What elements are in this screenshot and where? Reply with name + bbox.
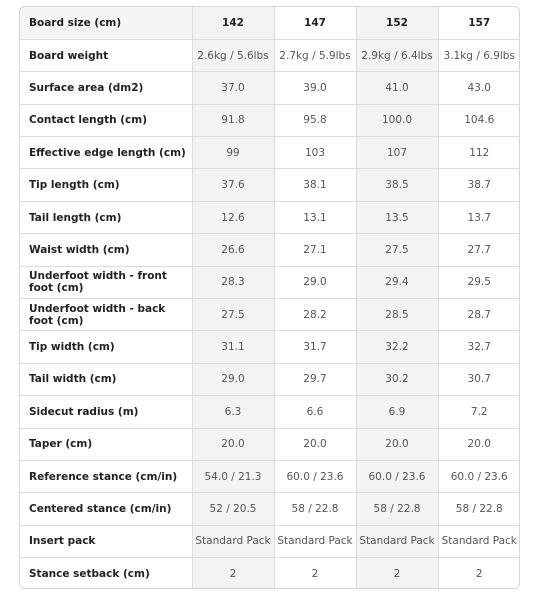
table-cell: 37.6: [192, 169, 274, 201]
table-cell: 41.0: [356, 72, 438, 104]
table-cell: 29.0: [192, 363, 274, 395]
table-cell: 39.0: [274, 72, 356, 104]
table-row: [20, 558, 520, 589]
row-label: Reference stance (cm/in): [20, 460, 192, 492]
table-cell: 13.7: [438, 201, 520, 233]
row-label: Contact length (cm): [20, 104, 192, 136]
table-cell: 2: [192, 558, 274, 589]
table-cell: 104.6: [438, 104, 520, 136]
row-label: Stance setback (cm): [20, 558, 192, 589]
table-cell: 95.8: [274, 104, 356, 136]
header-size-157: 157: [438, 7, 520, 39]
table-cell: 13.1: [274, 201, 356, 233]
table-cell: 54.0 / 21.3: [192, 460, 274, 492]
table-row: [20, 363, 520, 395]
table-cell: 58 / 22.8: [274, 493, 356, 525]
row-label: Centered stance (cm/in): [20, 493, 192, 525]
table-cell: Standard Pack: [192, 525, 274, 557]
row-label: Sidecut radius (m): [20, 396, 192, 428]
table-cell: 30.7: [438, 363, 520, 395]
table-row: [20, 137, 520, 169]
table-cell: 26.6: [192, 234, 274, 266]
table-cell: 37.0: [192, 72, 274, 104]
row-label: Insert pack: [20, 525, 192, 557]
table-row: [20, 39, 520, 71]
table-cell: 99: [192, 137, 274, 169]
table-cell: 27.1: [274, 234, 356, 266]
table-row: [20, 169, 520, 201]
table-cell: 20.0: [438, 428, 520, 460]
table-cell: 60.0 / 23.6: [274, 460, 356, 492]
table-cell: 28.2: [274, 299, 356, 331]
table-cell: 2.6kg / 5.6lbs: [192, 39, 274, 71]
table-cell: Standard Pack: [356, 525, 438, 557]
table-cell: 27.5: [356, 234, 438, 266]
table-cell: 2: [274, 558, 356, 589]
table-cell: 38.1: [274, 169, 356, 201]
table-cell: 60.0 / 23.6: [438, 460, 520, 492]
row-label: Tail length (cm): [20, 201, 192, 233]
table-cell: 20.0: [192, 428, 274, 460]
table-row: [20, 104, 520, 136]
table-cell: 28.5: [356, 299, 438, 331]
table-cell: 38.5: [356, 169, 438, 201]
table-cell: 29.5: [438, 266, 520, 298]
table-row: [20, 331, 520, 363]
table-cell: 2.9kg / 6.4lbs: [356, 39, 438, 71]
row-label: Underfoot width - front foot (cm): [20, 266, 192, 298]
row-label: Surface area (dm2): [20, 72, 192, 104]
table-cell: 3.1kg / 6.9lbs: [438, 39, 520, 71]
spec-table-container: [19, 6, 520, 589]
table-cell: 27.7: [438, 234, 520, 266]
table-row: [20, 201, 520, 233]
table-row: [20, 428, 520, 460]
table-cell: 112: [438, 137, 520, 169]
table-row: [20, 493, 520, 525]
table-cell: 60.0 / 23.6: [356, 460, 438, 492]
table-cell: 28.7: [438, 299, 520, 331]
table-cell: 100.0: [356, 104, 438, 136]
table-cell: 13.5: [356, 201, 438, 233]
table-cell: 103: [274, 137, 356, 169]
table-cell: 6.9: [356, 396, 438, 428]
table-cell: 52 / 20.5: [192, 493, 274, 525]
row-label: Taper (cm): [20, 428, 192, 460]
row-label: Waist width (cm): [20, 234, 192, 266]
table-cell: 2: [356, 558, 438, 589]
table-cell: 27.5: [192, 299, 274, 331]
row-label: Tip length (cm): [20, 169, 192, 201]
table-cell: Standard Pack: [274, 525, 356, 557]
table-cell: 91.8: [192, 104, 274, 136]
header-size-142: 142: [192, 7, 274, 39]
table-cell: 6.3: [192, 396, 274, 428]
table-cell: 30.2: [356, 363, 438, 395]
table-cell: 20.0: [356, 428, 438, 460]
table-cell: 31.1: [192, 331, 274, 363]
table-cell: 20.0: [274, 428, 356, 460]
table-row: [20, 234, 520, 266]
row-label: Tail width (cm): [20, 363, 192, 395]
table-cell: 29.4: [356, 266, 438, 298]
table-cell: 58 / 22.8: [438, 493, 520, 525]
table-row: [20, 396, 520, 428]
table-row: [20, 266, 520, 298]
table-cell: 38.7: [438, 169, 520, 201]
table-row: [20, 72, 520, 104]
table-cell: 29.0: [274, 266, 356, 298]
table-cell: 31.7: [274, 331, 356, 363]
header-size-147: 147: [274, 7, 356, 39]
table-cell: 43.0: [438, 72, 520, 104]
header-size-152: 152: [356, 7, 438, 39]
table-row: [20, 460, 520, 492]
table-cell: 29.7: [274, 363, 356, 395]
table-cell: 12.6: [192, 201, 274, 233]
table-cell: 28.3: [192, 266, 274, 298]
table-cell: 2.7kg / 5.9lbs: [274, 39, 356, 71]
row-label: Effective edge length (cm): [20, 137, 192, 169]
row-label: Underfoot width - back foot (cm): [20, 299, 192, 331]
board-spec-table: [20, 7, 520, 589]
table-cell: 58 / 22.8: [356, 493, 438, 525]
table-cell: 107: [356, 137, 438, 169]
table-row: [20, 299, 520, 331]
table-cell: 32.7: [438, 331, 520, 363]
table-cell: 6.6: [274, 396, 356, 428]
table-cell: 32.2: [356, 331, 438, 363]
row-label: Tip width (cm): [20, 331, 192, 363]
row-label: Board weight: [20, 39, 192, 71]
table-cell: 7.2: [438, 396, 520, 428]
table-cell: Standard Pack: [438, 525, 520, 557]
header-row: [20, 7, 520, 39]
header-board-size: Board size (cm): [20, 7, 192, 39]
table-row: [20, 525, 520, 557]
table-cell: 2: [438, 558, 520, 589]
